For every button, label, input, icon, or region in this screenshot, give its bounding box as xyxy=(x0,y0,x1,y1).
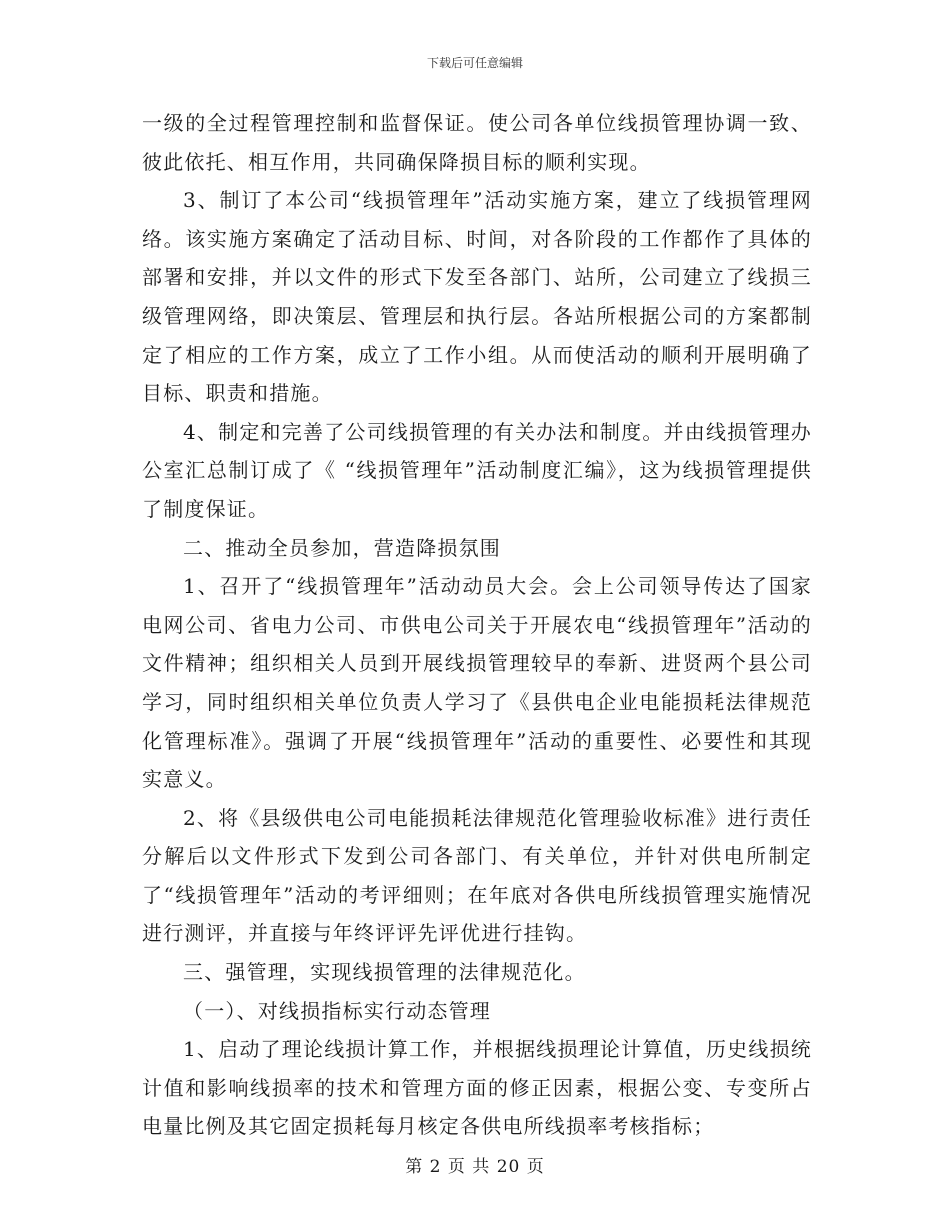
page-number-label: 第 2 页 共 20 页 xyxy=(405,1157,545,1177)
paragraph: 一级的全过程管理控制和监督保证。使公司各单位线损管理协调一致、彼此依托、相互作用，共同确保降损目标的顺利实现。 xyxy=(142,111,812,174)
paragraph: 1、启动了理论线损计算工作，并根据线损理论计算值，历史线损统计值和影响线损率的技术和管理方面的修正因素，根据公变、专变所占电量比例及其它固定损耗每月核定各供电所线损率考核指标； xyxy=(142,1037,812,1139)
paragraph: 2、将《县级供电公司电能损耗法律规范化管理验收标准》进行责任分解后以文件形式下发到公司各部门、有关单位，并针对供电所制定了“线损管理年”活动的考评细则；在年底对各供电所线损管理实施情况进行测评，并直接与年终评评先评优进行挂钩。 xyxy=(142,805,812,946)
body-text xyxy=(142,104,812,1146)
paragraph: 4、制定和完善了公司线损管理的有关办法和制度。并由线损管理办公室汇总制订成了《 “线损管理年”活动制度汇编》，这为线损管理提供了制度保证。 xyxy=(142,419,812,521)
page-footer xyxy=(0,1152,950,1177)
subsection-heading: （一）、对线损指标实行动态管理 xyxy=(183,998,491,1023)
paragraph: 3、制订了本公司“线损管理年”活动实施方案，建立了线损管理网络。该实施方案确定了活动目标、时间，对各阶段的工作都作了具体的部署和安排，并以文件的形式下发至各部门、站所，公司建立了线损三级管理网络，即决策层、管理层和执行层。各站所根据公司的方案都制定了相应的工作方案，成立了工作小组。从而使活动的顺利开展明确了目标、职责和措施。 xyxy=(142,188,812,406)
section-heading: 三、强管理，实现线损管理的法律规范化。 xyxy=(183,960,586,985)
header-note: 下载后可任意编辑 xyxy=(426,56,523,70)
section-heading: 二、推动全员参加，营造降损氛围 xyxy=(183,535,501,560)
paragraph: 1、召开了“线损管理年”活动动员大会。会上公司领导传达了国家电网公司、省电力公司、市供电公司关于开展农电“线损管理年”活动的文件精神；组织相关人员到开展线损管理较早的奉新、进贤两个县公司学习，同时组织相关单位负责人学习了《县供电企业电能损耗法律规范化管理标准》。强调了开展“线损管理年”活动的重要性、必要性和其现实意义。 xyxy=(142,574,812,792)
